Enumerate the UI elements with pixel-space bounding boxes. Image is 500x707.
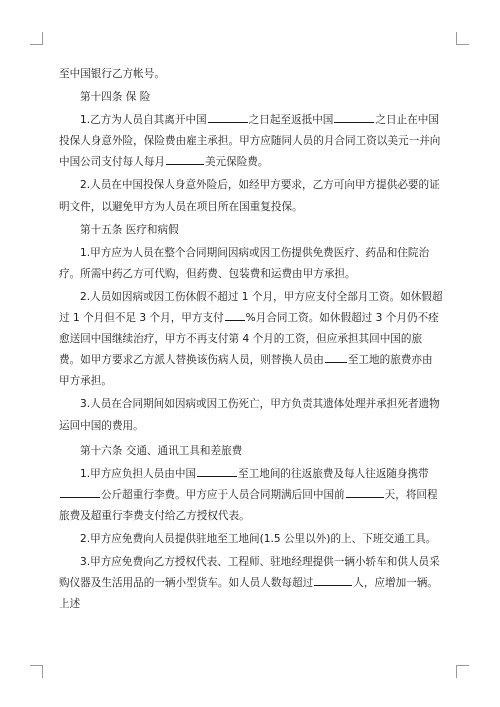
fill-in-blank: [197, 464, 237, 477]
text-segment: 公斤超重行李费。甲方应于人员合同期满后回中国前: [101, 488, 345, 501]
text-segment: 人，应增加一辆。上述: [59, 577, 438, 611]
text-segment: 3.人员在合同期间如因病或因工伤死亡，甲方负责其遗体处理并承担死者遗物运回中国的费用。: [59, 398, 440, 432]
crop-mark-bottom-left: [30, 665, 43, 678]
paragraph-continuation: [59, 64, 443, 85]
text-segment: 至中国银行乙方帐号。: [59, 68, 165, 80]
fill-in-blank: [225, 308, 245, 321]
text-segment: 2.人员在中国投保人身意外险后，如经甲方要求，乙方可向甲方提供必要的证明文件，以避免甲方为人员在项目所在国重复投保。: [59, 179, 440, 213]
fill-in-blank: [60, 485, 100, 498]
article-14-clause-1: [59, 110, 443, 173]
document-body: [59, 64, 443, 615]
text-segment: 1.甲方应负担人员由中国: [80, 467, 197, 480]
heading-text: 第十六条 交通、通讯工具和差旅费: [80, 444, 243, 457]
fill-in-blank: [325, 350, 347, 363]
article-16-clause-3: [59, 552, 443, 615]
article-16-clause-2: [59, 529, 443, 550]
heading-text: 第十五条 医疗和病假: [80, 223, 179, 236]
article-14-heading: [59, 87, 443, 108]
article-15-clause-3: [59, 394, 443, 436]
article-14-clause-2: [59, 175, 443, 217]
text-segment: 天，将回程旅费及超重行李费支付给乙方授权代表。: [59, 488, 438, 522]
fill-in-blank: [346, 485, 384, 498]
fill-in-blank: [208, 110, 248, 123]
article-15-heading: [59, 220, 443, 241]
fill-in-blank: [314, 573, 352, 586]
crop-mark-bottom-right: [456, 665, 469, 678]
crop-mark-top-left: [30, 32, 43, 45]
text-segment: 至工地间的往返旅费及每人往返随身携带: [238, 467, 429, 480]
article-15-clause-1: [59, 243, 443, 285]
article-16-clause-1: [59, 464, 443, 527]
text-segment: 至工地的旅费亦由甲方承担。: [59, 354, 433, 388]
fill-in-blank: [166, 152, 204, 165]
text-segment: 3.甲方应免费向乙方授权代表、工程师、驻地经理提供一辆小轿车和供人员采购仪器及生活用品的一辆小型货车。如人员人数每超过: [59, 556, 440, 590]
heading-text: 第十四条 保 险: [80, 91, 151, 104]
fill-in-blank: [334, 110, 374, 123]
text-segment: 之日止在中国投保人身意外险，保险费由雇主承担。甲方应随同人员的月合同工资以美元一并向中国公司支付每人每月: [59, 114, 441, 169]
text-segment: 1.乙方为人员自其离开中国: [80, 114, 207, 127]
article-16-heading: [59, 441, 443, 462]
crop-mark-top-right: [456, 32, 469, 45]
text-segment: %月合同工资。如休假超过 3 个月仍不痊愈送回中国继续治疗，甲方不再支付第 4 个月的工资，但应承担其回中国的旅费。如甲方要求乙方派人替换该伤病人员，则替换人员由: [59, 312, 439, 367]
text-segment: 之日起至返抵中国: [248, 114, 334, 127]
text-segment: 2.人员如因病或因工伤休假不超过 1 个月，甲方应支付全部月工资。如休假超过 1 个月但不足 3 个月，甲方支付: [59, 290, 443, 325]
article-15-clause-2: [59, 287, 443, 392]
text-segment: 1.甲方应为人员在整个合同期间因病或因工伤提供免费医疗、药品和住院治疗。所需中药乙方可代购，但药费、包装费和运费由甲方承担。: [59, 246, 430, 280]
text-segment: 美元保险费。: [204, 156, 269, 169]
text-segment: 2.甲方应免费向人员提供驻地至工地间(1.5 公里以外)的上、下班交通工具。: [80, 532, 437, 545]
